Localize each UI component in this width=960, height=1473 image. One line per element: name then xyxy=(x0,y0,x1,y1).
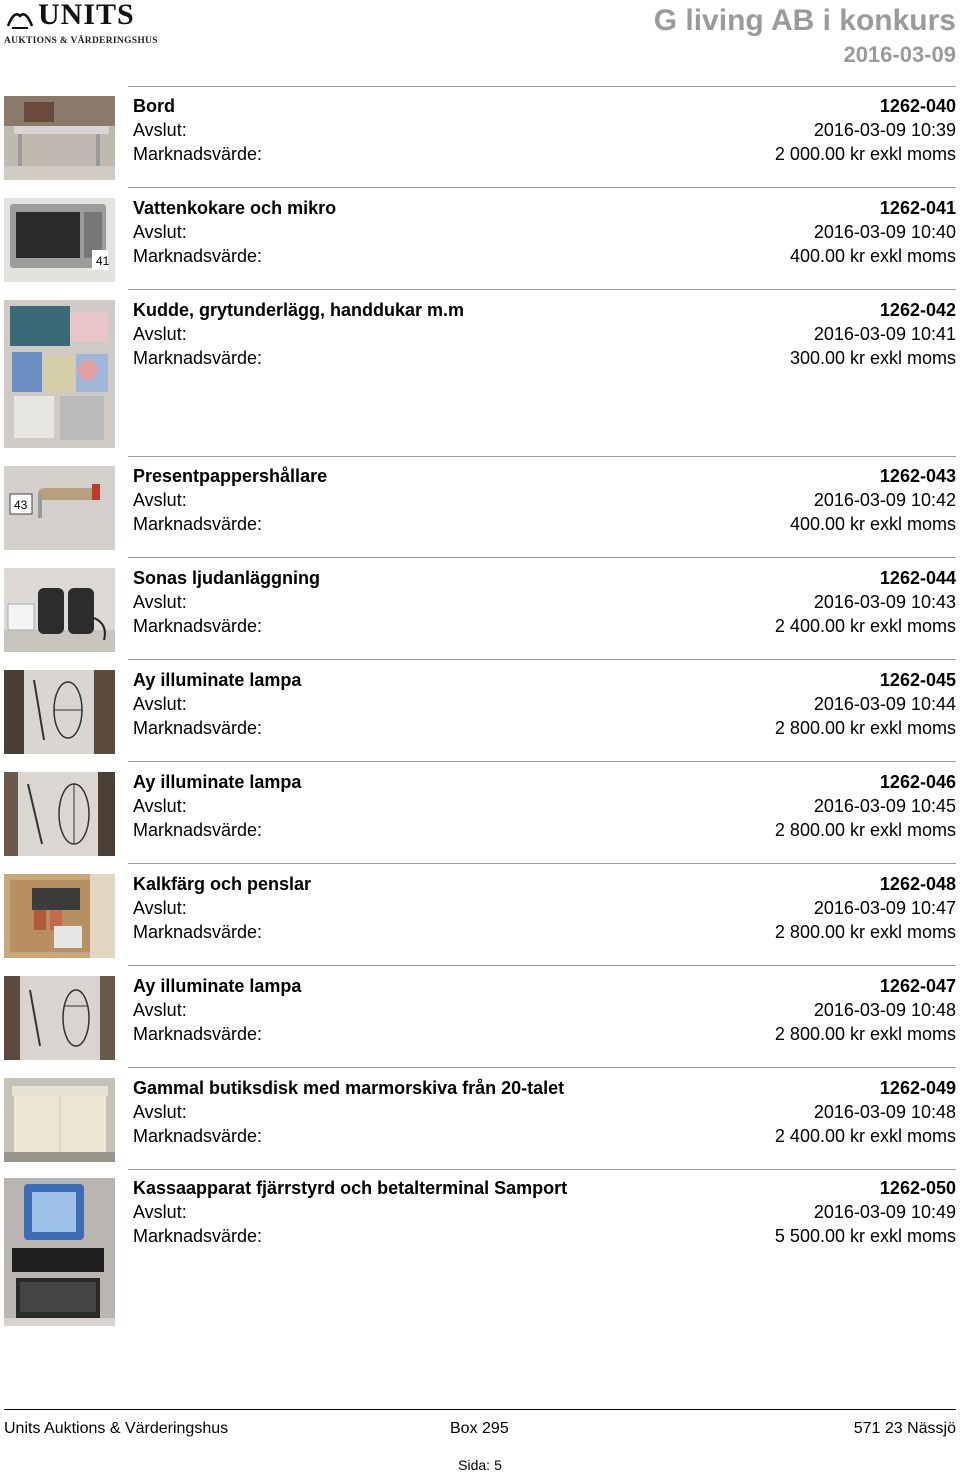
lot-item xyxy=(0,466,960,550)
header-divider xyxy=(128,86,956,87)
lot-number: 1262-043 xyxy=(879,466,956,486)
end-time: 2016-03-09 10:42 xyxy=(813,490,956,510)
market-value: 2 800.00 kr exkl moms xyxy=(774,1024,956,1044)
lot-item xyxy=(0,300,960,448)
lot-number: 1262-047 xyxy=(879,976,956,996)
market-value: 300.00 kr exkl moms xyxy=(789,348,956,368)
item-divider xyxy=(128,1067,956,1068)
logo-subtitle: AUKTIONS & VÄRDERINGSHUS xyxy=(4,36,158,46)
market-value: 2 800.00 kr exkl moms xyxy=(774,718,956,738)
lot-photo-paint xyxy=(4,874,115,958)
end-time: 2016-03-09 10:48 xyxy=(813,1102,956,1122)
end-time: 2016-03-09 10:39 xyxy=(813,120,956,140)
footer-divider xyxy=(4,1409,956,1410)
lot-item xyxy=(0,670,960,754)
lot-item xyxy=(0,976,960,1060)
end-time: 2016-03-09 10:47 xyxy=(813,898,956,918)
end-time: 2016-03-09 10:41 xyxy=(813,324,956,344)
market-value-label: Marknadsvärde: xyxy=(133,1024,263,1044)
header-date: 2016-03-09 xyxy=(843,42,956,67)
item-divider xyxy=(128,659,956,660)
market-value: 400.00 kr exkl moms xyxy=(789,514,956,534)
lot-photo-lamp xyxy=(4,670,115,754)
end-label: Avslut: xyxy=(133,1102,187,1122)
market-value: 400.00 kr exkl moms xyxy=(789,246,956,266)
market-value: 2 400.00 kr exkl moms xyxy=(774,616,956,636)
lot-photo-microwave xyxy=(4,198,115,282)
end-time: 2016-03-09 10:44 xyxy=(813,694,956,714)
lot-number: 1262-044 xyxy=(879,568,956,588)
item-divider xyxy=(128,863,956,864)
end-label: Avslut: xyxy=(133,898,187,918)
lot-number: 1262-041 xyxy=(879,198,956,218)
lot-photo-lamp xyxy=(4,772,115,856)
item-divider xyxy=(128,1169,956,1170)
lot-number: 1262-048 xyxy=(879,874,956,894)
lot-item xyxy=(0,772,960,856)
lot-title: Ay illuminate lampa xyxy=(133,976,302,996)
market-value: 2 800.00 kr exkl moms xyxy=(774,922,956,942)
end-label: Avslut: xyxy=(133,694,187,714)
market-value-label: Marknadsvärde: xyxy=(133,514,263,534)
market-value-label: Marknadsvärde: xyxy=(133,1226,263,1246)
market-value-label: Marknadsvärde: xyxy=(133,616,263,636)
market-value-label: Marknadsvärde: xyxy=(133,348,263,368)
lot-photo-cash-register xyxy=(4,1178,115,1326)
lot-title: Kassaapparat fjärrstyrd och betalterminal Samport xyxy=(133,1178,568,1198)
end-time: 2016-03-09 10:43 xyxy=(813,592,956,612)
lot-number: 1262-049 xyxy=(879,1078,956,1098)
lot-photo-textiles xyxy=(4,300,115,448)
market-value-label: Marknadsvärde: xyxy=(133,1126,263,1146)
footer-city: 571 23 Nässjö xyxy=(853,1420,956,1437)
end-label: Avslut: xyxy=(133,1000,187,1020)
end-time: 2016-03-09 10:40 xyxy=(813,222,956,242)
item-divider xyxy=(128,187,956,188)
lot-title: Presentpappershållare xyxy=(133,466,328,486)
lot-photo-speakers xyxy=(4,568,115,652)
svg-text:43: 43 xyxy=(14,498,28,512)
item-divider xyxy=(128,456,956,457)
lot-item xyxy=(0,198,960,282)
end-label: Avslut: xyxy=(133,1202,187,1222)
end-label: Avslut: xyxy=(133,222,187,242)
market-value: 2 000.00 kr exkl moms xyxy=(774,144,956,164)
lot-item xyxy=(0,874,960,958)
end-time: 2016-03-09 10:49 xyxy=(813,1202,956,1222)
lot-title: Gammal butiksdisk med marmorskiva från 20-talet xyxy=(133,1078,565,1098)
lot-item xyxy=(0,1178,960,1326)
lot-number: 1262-042 xyxy=(879,300,956,320)
lot-item xyxy=(0,568,960,652)
lot-title: Kalkfärg och penslar xyxy=(133,874,312,894)
page-value: 5 xyxy=(494,1457,502,1473)
logo-mark-icon xyxy=(6,6,34,30)
lot-title: Kudde, grytunderlägg, handdukar m.m xyxy=(133,300,465,320)
lot-photo-paper-holder xyxy=(4,466,115,550)
lot-photo-lamp xyxy=(4,976,115,1060)
market-value: 2 400.00 kr exkl moms xyxy=(774,1126,956,1146)
footer-box: Box 295 xyxy=(450,1420,509,1437)
lot-number: 1262-045 xyxy=(879,670,956,690)
lot-photo-table xyxy=(4,96,115,180)
end-label: Avslut: xyxy=(133,796,187,816)
item-divider xyxy=(128,761,956,762)
end-time: 2016-03-09 10:48 xyxy=(813,1000,956,1020)
footer-company: Units Auktions & Värderingshus xyxy=(4,1420,229,1437)
lot-item xyxy=(0,96,960,180)
market-value-label: Marknadsvärde: xyxy=(133,922,263,942)
market-value-label: Marknadsvärde: xyxy=(133,820,263,840)
page-label: Sida: xyxy=(458,1457,491,1473)
item-divider xyxy=(128,289,956,290)
lot-number: 1262-046 xyxy=(879,772,956,792)
lot-photo-counter xyxy=(4,1078,115,1162)
lot-title: Ay illuminate lampa xyxy=(133,670,302,690)
end-time: 2016-03-09 10:45 xyxy=(813,796,956,816)
units-logo xyxy=(4,2,164,46)
lot-title: Bord xyxy=(133,96,175,116)
lot-item xyxy=(0,1078,960,1162)
lot-title: Vattenkokare och mikro xyxy=(133,198,337,218)
market-value-label: Marknadsvärde: xyxy=(133,718,263,738)
company-title: G living AB i konkurs xyxy=(653,4,956,37)
lot-number: 1262-040 xyxy=(879,96,956,116)
item-divider xyxy=(128,557,956,558)
svg-text:41: 41 xyxy=(96,254,110,268)
logo-text: UNITS xyxy=(38,0,135,31)
market-value-label: Marknadsvärde: xyxy=(133,144,263,164)
item-divider xyxy=(128,965,956,966)
lot-title: Ay illuminate lampa xyxy=(133,772,302,792)
lot-title: Sonas ljudanläggning xyxy=(133,568,321,588)
market-value: 5 500.00 kr exkl moms xyxy=(774,1226,956,1246)
lot-number: 1262-050 xyxy=(879,1178,956,1198)
end-label: Avslut: xyxy=(133,324,187,344)
end-label: Avslut: xyxy=(133,592,187,612)
end-label: Avslut: xyxy=(133,490,187,510)
page-header xyxy=(0,0,960,86)
end-label: Avslut: xyxy=(133,120,187,140)
market-value: 2 800.00 kr exkl moms xyxy=(774,820,956,840)
market-value-label: Marknadsvärde: xyxy=(133,246,263,266)
